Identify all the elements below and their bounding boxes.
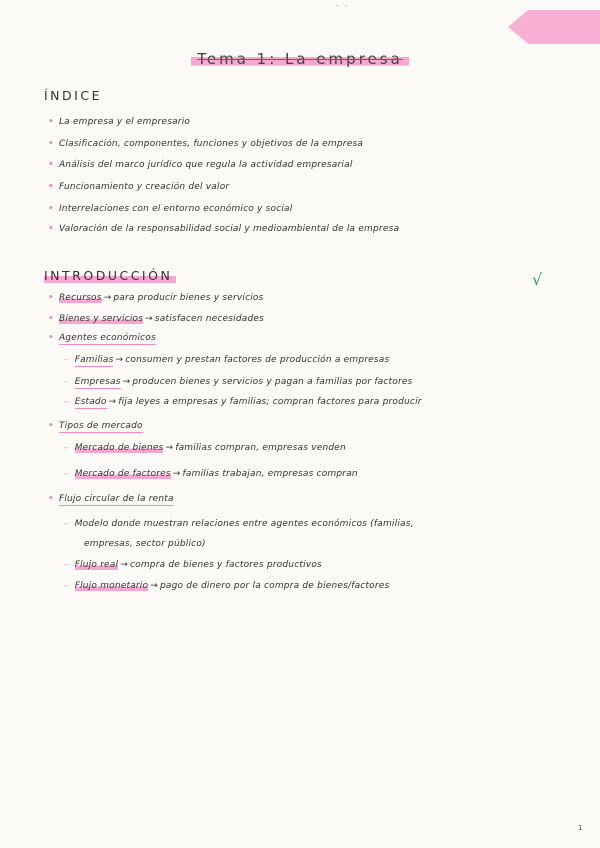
arrow-icon: → (115, 355, 124, 365)
dash-icon: – (64, 581, 69, 591)
list-item: • Bienes y servicios → satisfacen necesidades (48, 314, 265, 324)
bullet-icon: • (48, 224, 54, 234)
list-item: – Estado → fija leyes a empresas y familias; compran factores para producir (64, 397, 422, 407)
list-item: • Clasificación, componentes, funciones y objetivos de la empresa (48, 139, 364, 149)
bullet-icon: • (48, 333, 54, 343)
arrow-icon: → (145, 314, 153, 324)
list-item: • Tipos de mercado (48, 421, 143, 431)
bullet-icon: • (48, 139, 54, 149)
list-item: – Flujo monetario → pago de dinero por la compra de bienes/factores (64, 581, 390, 591)
bullet-icon: • (48, 182, 54, 192)
list-item: • Valoración de la responsabilidad social y medioambiental de la empresa (48, 224, 400, 234)
arrow-icon: → (108, 397, 117, 407)
pink-tab-marker (508, 10, 600, 44)
arrow-icon: → (172, 469, 181, 479)
list-item: • La empresa y el empresario (48, 117, 191, 127)
bullet-icon: • (48, 421, 54, 431)
list-item: • Recursos → para producir bienes y servicios (48, 293, 264, 303)
index-heading: ÍNDICE (44, 88, 102, 103)
list-item: – Mercado de factores → familias trabajan, empresas compran (64, 469, 358, 479)
list-item: • Agentes económicos (48, 333, 156, 343)
list-item: – Familias → consumen y prestan factores de producción a empresas (64, 355, 390, 365)
list-item: – Empresas → producen bienes y servicios y pagan a familias por factores (64, 377, 413, 387)
list-item: – Modelo donde muestran relaciones entre agentes económicos (familias, (64, 519, 414, 529)
page-title-text: Tema 1: La empresa (191, 50, 409, 68)
bullet-icon: • (48, 494, 54, 504)
check-mark: √ (532, 270, 543, 289)
bullet-icon: • (48, 314, 54, 324)
bullet-icon: • (48, 160, 54, 170)
dash-icon: – (64, 397, 69, 407)
list-item: • Flujo circular de la renta (48, 494, 174, 504)
dash-icon: – (64, 377, 69, 387)
list-item: • Funcionamiento y creación del valor (48, 182, 230, 192)
dash-icon: – (64, 519, 69, 529)
bullet-icon: • (48, 117, 54, 127)
dash-icon: – (64, 469, 69, 479)
arrow-icon: → (150, 581, 158, 591)
dash-icon: – (64, 560, 69, 570)
arrow-icon: → (120, 560, 128, 570)
bullet-icon: • (48, 293, 54, 303)
list-item: • Análisis del marco jurídico que regula la actividad empresarial (48, 160, 353, 170)
arrow-icon: → (103, 293, 112, 303)
list-item: • Interrelaciones con el entorno económico y social (48, 204, 293, 214)
arrow-icon: → (122, 377, 131, 387)
bullet-icon: • (48, 204, 54, 214)
list-item: – Flujo real → compra de bienes y factores productivos (64, 560, 322, 570)
arrow-icon: → (165, 443, 174, 453)
list-item: – Mercado de bienes → familias compran, empresas venden (64, 443, 346, 453)
page-title (0, 50, 600, 68)
intro-heading: INTRODUCCIÓN (44, 268, 176, 283)
list-item-continuation: empresas, sector público) (84, 539, 206, 549)
top-mark: - - (336, 2, 350, 10)
page-number: 1 (578, 824, 583, 832)
dash-icon: – (64, 443, 69, 453)
dash-icon: – (64, 355, 69, 365)
